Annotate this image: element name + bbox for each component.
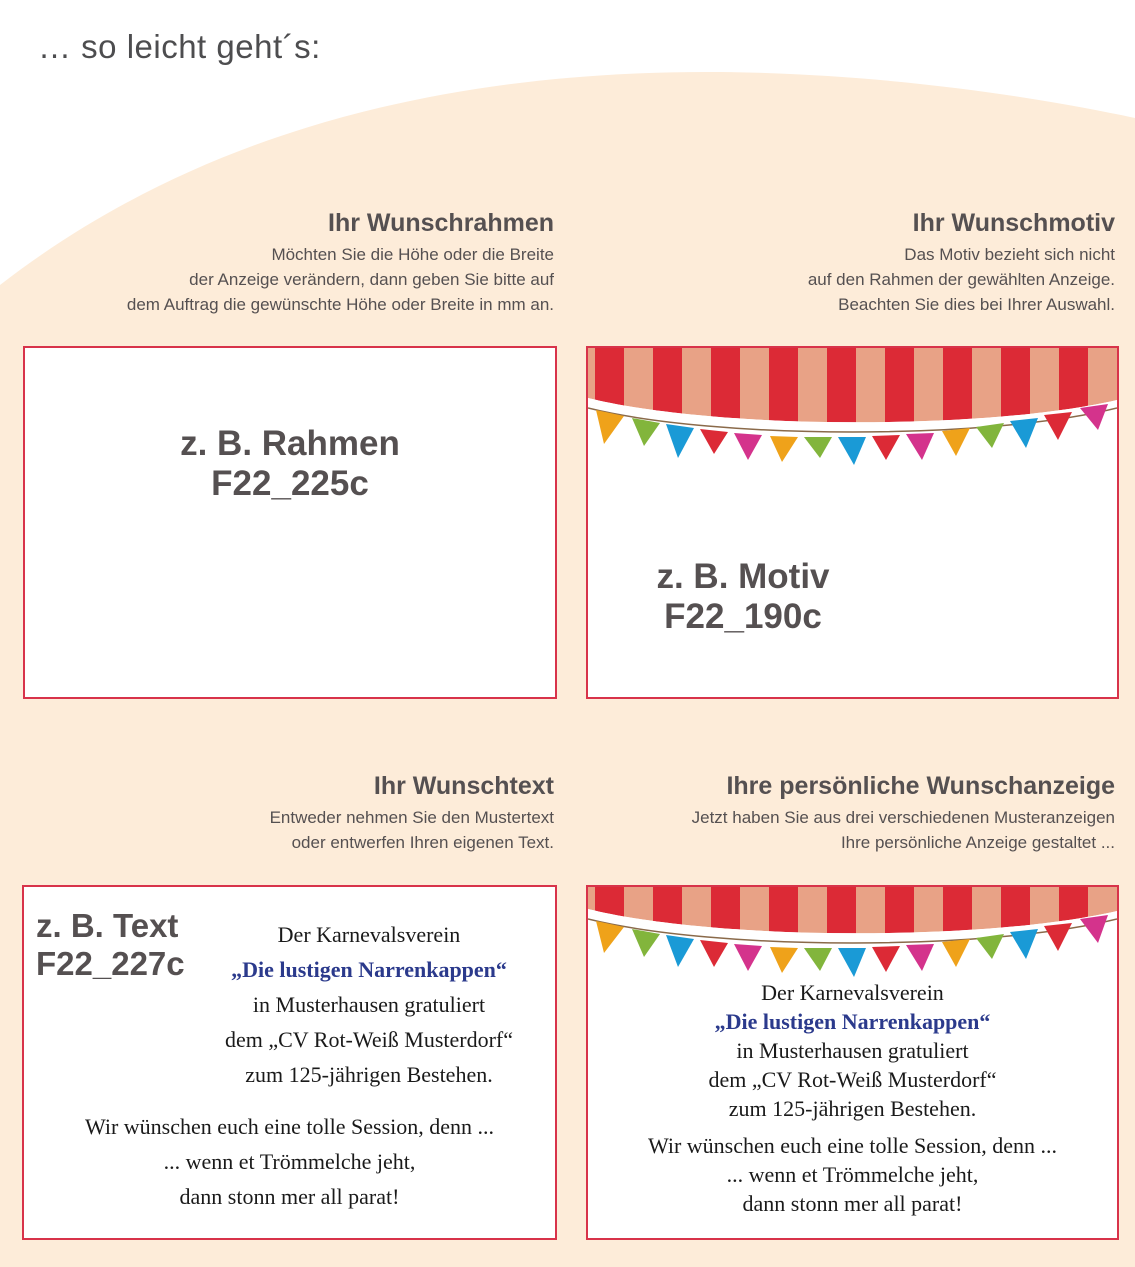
section-title: Ihr Wunschmotiv <box>912 209 1115 237</box>
heading-wunschanzeige <box>555 771 1115 855</box>
section-title: Ihr Wunschtext <box>373 772 554 800</box>
motif-example-card <box>586 346 1119 699</box>
section-description: Möchten Sie die Höhe oder die Breite der Anzeige verändern, dann geben Sie bitte auf dem Auftrag die gewünschte Höhe oder Breite in mm an. <box>126 245 554 314</box>
page-title: … so leicht geht´s: <box>38 28 321 65</box>
sample-ad-text-right: Der Karnevalsverein „Die lustigen Narrenkappen“ in Musterhausen gratuliert dem „CV Rot-Weiß Musterdorf“ zum 125-jährigen Bestehen. <box>224 922 514 1087</box>
section-title: Ihr Wunschrahmen <box>328 209 554 237</box>
final-ad-text: Der Karnevalsverein „Die lustigen Narrenkappen“ in Musterhausen gratuliert dem „CV Rot-Weiß Musterdorf“ zum 125-jährigen Bestehen. Wir wünschen euch eine tolle Session, denn ... ... wenn et Trömmelche jeht, dann stonn mer all parat! <box>647 980 1058 1216</box>
text-example-card <box>22 885 557 1240</box>
heading-wunschrahmen <box>0 208 554 317</box>
striped-awning-bunting-icon <box>588 887 1117 987</box>
motif-label: z. B. Motiv F22_190c <box>656 557 830 636</box>
section-description: Jetzt haben Sie aus drei verschiedenen Musteranzeigen Ihre persönliche Anzeige gestaltet ... <box>691 808 1115 852</box>
heading-wunschmotiv <box>575 208 1115 317</box>
section-description: Das Motiv bezieht sich nicht auf den Rahmen der gewählten Anzeige. Beachten Sie dies bei Ihrer Auswahl. <box>807 245 1115 314</box>
frame-label: z. B. Rahmen F22_225c <box>180 424 400 503</box>
heading-wunschtext <box>0 771 554 855</box>
striped-awning-bunting-icon <box>588 348 1117 478</box>
section-title: Ihre persönliche Wunschanzeige <box>726 772 1115 800</box>
text-label: z. B. Text F22_227c <box>36 907 185 982</box>
section-description: Entweder nehmen Sie den Mustertext oder entwerfen Ihren eigenen Text. <box>269 808 554 852</box>
final-ad-card <box>586 885 1119 1240</box>
sample-ad-text-bottom: Wir wünschen euch eine tolle Session, denn ... ... wenn et Trömmelche jeht, dann stonn mer all parat! <box>84 1114 495 1209</box>
frame-example-card <box>23 346 557 699</box>
